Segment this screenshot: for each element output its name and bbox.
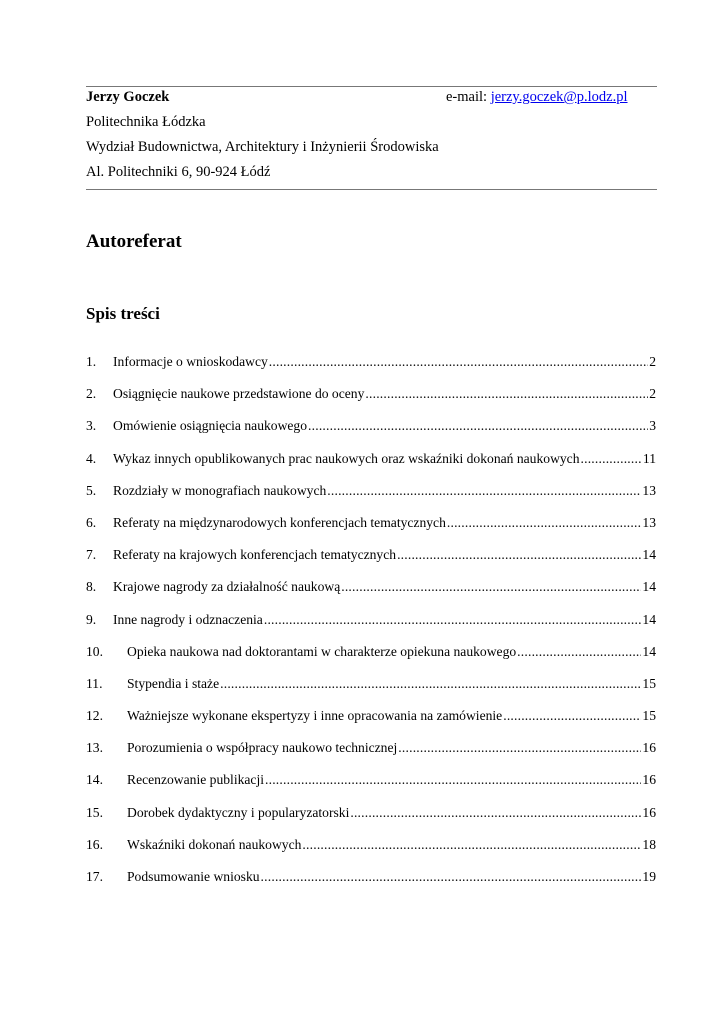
toc-entry[interactable] [86,545,656,577]
toc-entry-number: 1. [86,354,97,369]
toc-leader-dots [517,642,641,662]
toc-entry-title: Wskaźniki dokonań naukowych [127,836,302,852]
toc-leader-dots [503,706,641,726]
toc-entry-title: Informacje o wnioskodawcy [113,354,268,369]
toc-entry-page: 2 [649,354,656,369]
toc-entry-number: 2. [86,386,97,402]
institution: Politechnika Łódzka [86,114,206,130]
toc-leader-dots [308,416,648,436]
author-name: Jerzy Goczek [86,89,170,105]
toc-entry-number: 16. [86,836,103,852]
table-of-contents [86,352,656,899]
toc-entry-title: Stypendia i staże [127,675,220,691]
toc-entry[interactable] [86,416,656,448]
document-title: Autoreferat [86,231,182,252]
toc-entry-page: 14 [642,643,656,659]
toc-leader-dots [581,449,642,469]
toc-entry-page: 11 [642,450,656,466]
toc-entry-number: 9. [86,611,97,627]
header-top-rule [86,86,657,87]
toc-entry-page: 19 [642,869,656,884]
email-label: e-mail: [446,89,491,105]
toc-entry[interactable] [86,577,656,609]
toc-leader-dots [327,481,641,501]
toc-entry-title: Inne nagrody i odznaczenia [113,611,263,627]
toc-entry-title: Ważniejsze wykonane ekspertyzy i inne opracowania na zamówienie [127,708,503,724]
toc-entry-page: 15 [642,708,656,724]
toc-entry-number: 14. [86,772,103,788]
toc-entry[interactable] [86,738,656,770]
toc-entry-title: Rozdziały w monografiach naukowych [113,482,327,498]
toc-entry[interactable] [86,384,656,416]
toc-entry[interactable] [86,706,656,738]
toc-entry[interactable] [86,803,656,835]
toc-entry-number: 10. [86,643,103,659]
toc-entry[interactable] [86,642,656,674]
toc-entry[interactable] [86,674,656,706]
toc-entry[interactable] [86,449,656,481]
toc-leader-dots [220,674,641,694]
toc-entry-number: 8. [86,579,97,595]
toc-leader-dots [261,867,642,887]
toc-entry-title: Omówienie osiągnięcia naukowego [113,418,308,434]
toc-entry-number: 17. [86,869,103,884]
toc-entry[interactable] [86,770,656,802]
toc-heading: Spis treści [86,304,160,323]
toc-entry-number: 13. [86,740,103,756]
toc-entry-title: Referaty na międzynarodowych konferencjach tematycznych [113,514,446,530]
toc-leader-dots [397,545,641,565]
toc-entry[interactable] [86,835,656,867]
toc-entry-page: 16 [642,772,656,788]
toc-entry-title: Krajowe nagrody za działalność naukową [113,579,341,595]
toc-entry-number: 11. [86,675,103,691]
toc-entry-title: Referaty na krajowych konferencjach tematycznych [113,547,397,563]
toc-entry-title: Podsumowanie wniosku [127,869,260,884]
toc-entry-page: 16 [642,804,656,820]
toc-entry-number: 3. [86,418,97,434]
toc-entry[interactable] [86,481,656,513]
toc-entry[interactable] [86,352,656,384]
toc-entry-page: 3 [649,418,656,434]
toc-entry-page: 2 [649,386,656,402]
toc-entry[interactable] [86,610,656,642]
toc-entry-page: 13 [642,482,656,498]
toc-entry-title: Opieka naukowa nad doktorantami w charakterze opiekuna naukowego [127,643,517,659]
toc-entry-number: 15. [86,804,103,820]
toc-leader-dots [365,384,648,404]
toc-entry-page: 14 [642,611,656,627]
toc-entry-page: 16 [642,740,656,756]
toc-entry-page: 13 [642,514,656,530]
toc-entry-title: Recenzowanie publikacji [127,772,265,788]
toc-leader-dots [341,577,641,597]
toc-entry[interactable] [86,867,656,899]
header-bottom-rule [86,189,657,190]
toc-leader-dots [398,738,641,758]
author-email [446,88,628,106]
toc-entry-number: 7. [86,547,97,563]
toc-leader-dots [264,610,642,630]
toc-entry-number: 4. [86,450,97,466]
toc-leader-dots [350,803,641,823]
toc-entry-page: 18 [642,836,656,852]
toc-entry-page: 14 [642,579,656,595]
email-link[interactable]: jerzy.goczek@p.lodz.pl [490,89,628,105]
toc-entry-number: 5. [86,482,97,498]
toc-entry-number: 6. [86,514,97,530]
toc-entry-title: Porozumienia o współpracy naukowo technicznej [127,740,398,756]
address: Al. Politechniki 6, 90-924 Łódź [86,164,271,180]
faculty: Wydział Budownictwa, Architektury i Inżynierii Środowiska [86,139,439,155]
toc-entry-title: Dorobek dydaktyczny i popularyzatorski [127,804,350,820]
toc-leader-dots [265,770,641,790]
toc-entry-number: 12. [86,708,103,724]
toc-entry-title: Wykaz innych opublikowanych prac naukowych oraz wskaźniki dokonań naukowych [113,450,580,466]
toc-leader-dots [269,352,648,372]
toc-leader-dots [302,835,641,855]
toc-leader-dots [447,513,642,533]
toc-entry[interactable] [86,513,656,545]
toc-entry-title: Osiągnięcie naukowe przedstawione do oceny [113,386,365,402]
toc-entry-page: 14 [642,547,656,563]
toc-entry-page: 15 [642,675,656,691]
